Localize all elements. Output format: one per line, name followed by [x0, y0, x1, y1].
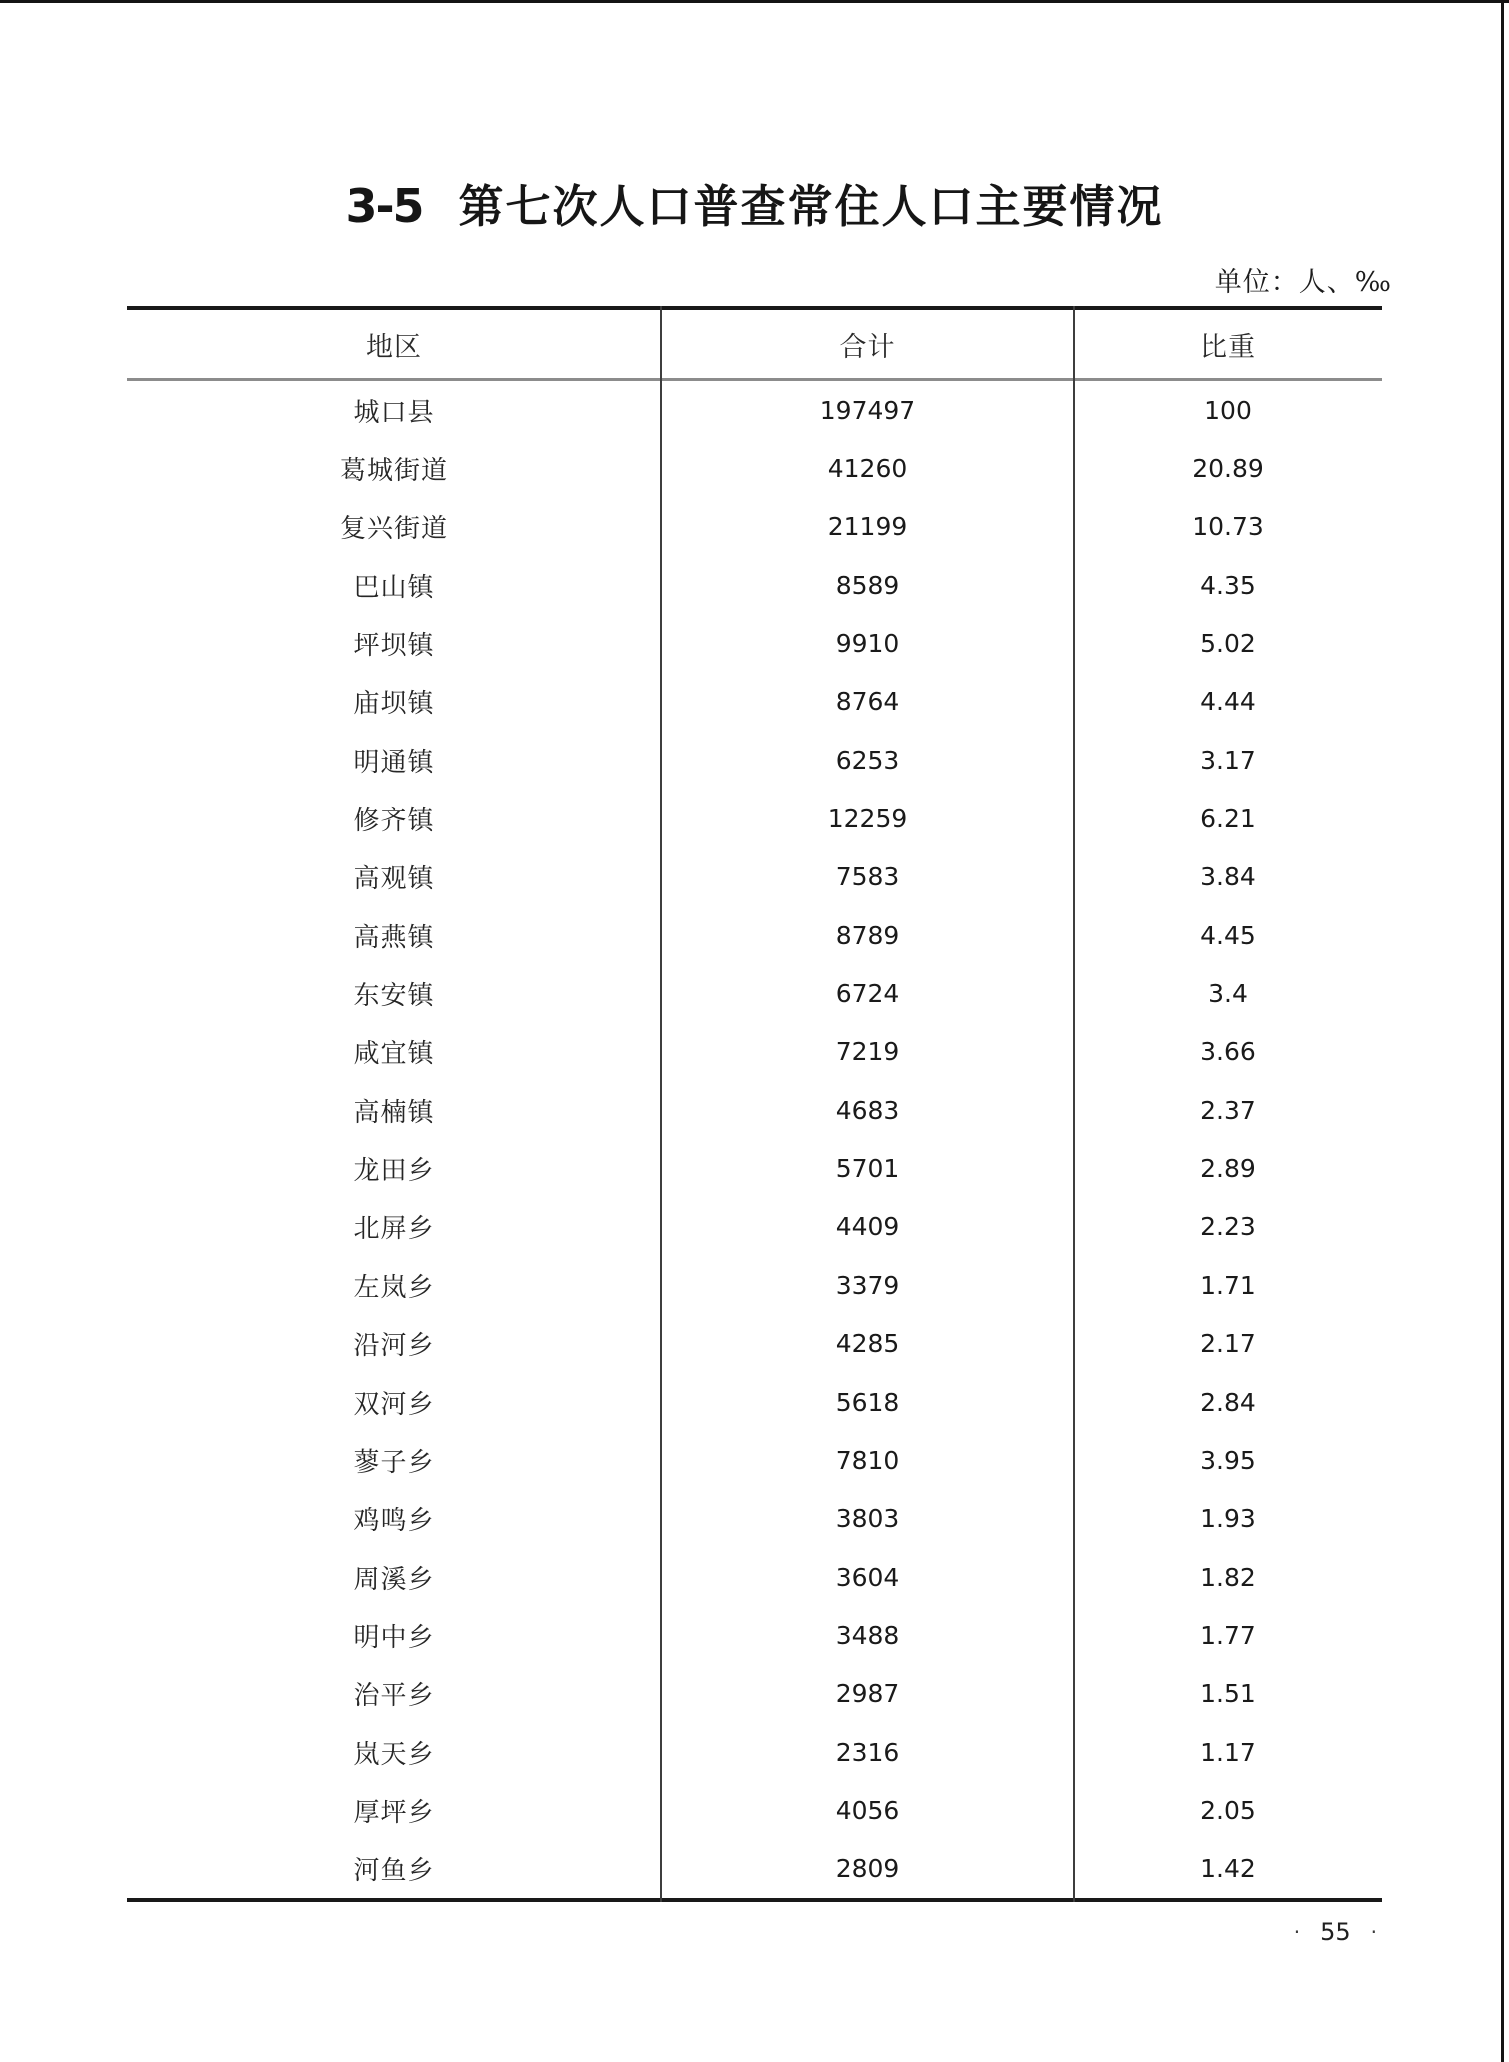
table-row [127, 1548, 1382, 1606]
region-cell: 河鱼乡 [353, 1856, 435, 1887]
region-cell: 高观镇 [353, 864, 435, 895]
region-cell: 巴山镇 [353, 572, 435, 603]
region-cell: 高燕镇 [353, 922, 435, 953]
share-cell: 4.45 [1200, 920, 1256, 950]
share-cell: 2.23 [1200, 1212, 1256, 1242]
region-cell: 修齐镇 [353, 806, 435, 837]
total-cell: 8764 [835, 687, 900, 717]
scan-right-edge-line [1501, 0, 1504, 2062]
table-row [127, 1315, 1382, 1373]
total-cell: 21199 [827, 512, 908, 542]
table-row [127, 964, 1382, 1022]
region-cell: 沿河乡 [353, 1331, 435, 1362]
page-title [0, 179, 1509, 233]
table-row [127, 1023, 1382, 1081]
total-cell: 2987 [835, 1679, 900, 1709]
table-number: 3-5 [345, 179, 423, 233]
region-cell: 高楠镇 [353, 1097, 435, 1128]
table-row [127, 1256, 1382, 1314]
table-row [127, 789, 1382, 847]
table-row [127, 906, 1382, 964]
share-cell: 1.82 [1200, 1562, 1256, 1592]
region-cell: 北屏乡 [353, 1214, 435, 1245]
total-cell: 4285 [835, 1329, 900, 1359]
total-cell: 4056 [835, 1795, 900, 1825]
region-cell: 治平乡 [353, 1681, 435, 1712]
column-divider-2 [1073, 306, 1075, 1902]
share-cell: 10.73 [1192, 512, 1264, 542]
scan-top-edge-line [0, 0, 1509, 3]
total-cell: 2316 [835, 1737, 900, 1767]
table-row [127, 1840, 1382, 1898]
region-cell: 龙田乡 [353, 1156, 435, 1187]
share-cell: 5.02 [1200, 629, 1256, 659]
table-body [127, 381, 1382, 1898]
table-row [127, 1081, 1382, 1139]
table-row [127, 1723, 1382, 1781]
column-header-region: 地区 [366, 331, 422, 363]
share-cell: 2.37 [1200, 1095, 1256, 1125]
total-cell: 7583 [835, 862, 900, 892]
share-cell: 3.84 [1200, 862, 1256, 892]
table-row [127, 731, 1382, 789]
region-cell: 蓼子乡 [353, 1447, 435, 1478]
region-cell: 咸宜镇 [353, 1039, 435, 1070]
region-cell: 明通镇 [353, 747, 435, 778]
share-cell: 20.89 [1192, 454, 1264, 484]
region-cell: 庙坝镇 [353, 689, 435, 720]
total-cell: 3488 [835, 1620, 900, 1650]
share-cell: 1.93 [1200, 1504, 1256, 1534]
share-cell: 4.44 [1200, 687, 1256, 717]
census-table [127, 306, 1382, 1902]
column-divider-1 [660, 306, 662, 1902]
share-cell: 1.71 [1200, 1270, 1256, 1300]
region-cell: 厚坪乡 [353, 1797, 435, 1828]
total-cell: 7219 [835, 1037, 900, 1067]
region-cell: 双河乡 [353, 1389, 435, 1420]
total-cell: 3604 [835, 1562, 900, 1592]
table-row [127, 1781, 1382, 1839]
table-title-text: 第七次人口普查常住人口主要情况 [458, 180, 1164, 233]
table-row [127, 1665, 1382, 1723]
table-row [127, 614, 1382, 672]
table-header-row [127, 310, 1382, 378]
table-bottom-rule [127, 1898, 1382, 1902]
region-cell: 东安镇 [353, 981, 435, 1012]
table-row [127, 1198, 1382, 1256]
total-cell: 7810 [835, 1445, 900, 1475]
total-cell: 4409 [835, 1212, 900, 1242]
share-cell: 2.84 [1200, 1387, 1256, 1417]
share-cell: 100 [1204, 395, 1252, 425]
share-cell: 2.05 [1200, 1795, 1256, 1825]
share-cell: 2.89 [1200, 1154, 1256, 1184]
page-number-left-dot: · [1293, 1920, 1301, 1944]
region-cell: 鸡鸣乡 [353, 1506, 435, 1537]
share-cell: 1.51 [1200, 1679, 1256, 1709]
table-row [127, 498, 1382, 556]
total-cell: 12259 [827, 804, 908, 834]
total-cell: 3803 [835, 1504, 900, 1534]
column-header-share: 比重 [1200, 331, 1256, 363]
page-number-footer [1294, 1918, 1377, 1946]
total-cell: 5701 [835, 1154, 900, 1184]
share-cell: 1.17 [1200, 1737, 1256, 1767]
region-cell: 坪坝镇 [353, 631, 435, 662]
total-cell: 5618 [835, 1387, 900, 1417]
share-cell: 1.42 [1200, 1854, 1256, 1884]
table-row [127, 1490, 1382, 1548]
total-cell: 2809 [835, 1854, 900, 1884]
region-cell: 岚天乡 [353, 1739, 435, 1770]
share-cell: 1.77 [1200, 1620, 1256, 1650]
table-row [127, 1606, 1382, 1664]
total-cell: 8589 [835, 570, 900, 600]
table-row [127, 848, 1382, 906]
table-row [127, 673, 1382, 731]
share-cell: 4.35 [1200, 570, 1256, 600]
share-cell: 3.95 [1200, 1445, 1256, 1475]
table-row [127, 1139, 1382, 1197]
table-row [127, 556, 1382, 614]
share-cell: 3.17 [1200, 745, 1256, 775]
total-cell: 6724 [835, 979, 900, 1009]
region-cell: 周溪乡 [353, 1564, 435, 1595]
share-cell: 3.4 [1208, 979, 1248, 1009]
share-cell: 6.21 [1200, 804, 1256, 834]
page-number-right-dot: · [1370, 1920, 1377, 1944]
table-row [127, 381, 1382, 439]
region-cell: 复兴街道 [339, 514, 448, 545]
page-number: 55 [1320, 1918, 1351, 1946]
column-header-total: 合计 [839, 331, 896, 363]
share-cell: 2.17 [1200, 1329, 1256, 1359]
region-cell: 葛城街道 [339, 456, 448, 487]
total-cell: 41260 [827, 454, 908, 484]
table-row [127, 1373, 1382, 1431]
total-cell: 9910 [835, 629, 900, 659]
region-cell: 明中乡 [353, 1622, 435, 1653]
total-cell: 3379 [835, 1270, 900, 1300]
table-row [127, 439, 1382, 497]
region-cell: 左岚乡 [353, 1272, 435, 1303]
table-row [127, 1431, 1382, 1489]
total-cell: 6253 [835, 745, 900, 775]
unit-label: 单位：人、‰ [1214, 267, 1392, 298]
region-cell: 城口县 [353, 397, 435, 428]
total-cell: 197497 [819, 395, 916, 425]
total-cell: 4683 [835, 1095, 900, 1125]
total-cell: 8789 [835, 920, 900, 950]
share-cell: 3.66 [1200, 1037, 1256, 1067]
